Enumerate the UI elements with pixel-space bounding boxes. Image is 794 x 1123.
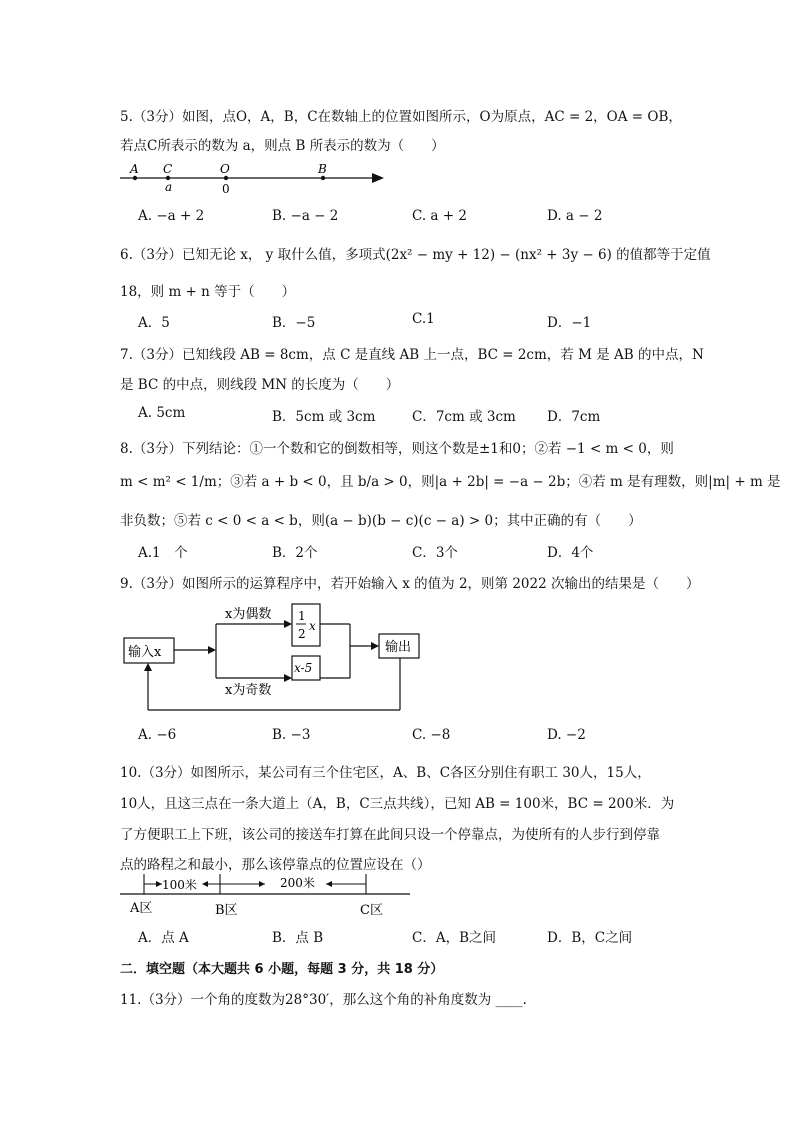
q9-flowchart (120, 598, 425, 716)
point-a (133, 176, 137, 180)
q8-option-a[interactable]: A.1 个 (138, 545, 188, 561)
q5-stem-line1: 5.（3分）如图，点O，A，B，C在数轴上的位置如图所示，O为原点，AC = 2，OA = OB， (120, 109, 682, 125)
q7-option-d[interactable]: D．7cm (547, 409, 601, 425)
q6-option-a[interactable]: A．5 (138, 315, 170, 331)
q7-option-c[interactable]: C．7cm 或 3cm (412, 409, 516, 425)
q9-option-b[interactable]: B. −3 (272, 727, 311, 743)
q8-option-b[interactable]: B．2个 (272, 545, 318, 561)
q5-option-c[interactable]: C. a + 2 (412, 208, 467, 224)
label-b: B (318, 162, 327, 176)
q8-stem-line2: m < m² < 1/m；③若 a + b < 0，且 b/a > 0，则|a + 2b| = −a − 2b；④若 m 是有理数，则|m| + m 是 (120, 474, 781, 490)
q6-option-d[interactable]: D．−1 (547, 315, 592, 331)
label-o-value: 0 (222, 182, 230, 196)
q6-stem-line2: 18，则 m + n 等于（ ） (120, 284, 296, 300)
point-b (321, 176, 325, 180)
q5-number-line (120, 158, 390, 198)
q10-stem-line3: 了方便职工上下班，该公司的接送车打算在此间只设一个停靠点，为使所有的人步行到停靠 (120, 827, 660, 843)
q8-option-c[interactable]: C．3个 (412, 545, 458, 561)
q10-stem-line1: 10.（3分）如图所示，某公司有三个住宅区，A、B、C各区分别住有职工 30人，15人， (120, 765, 651, 781)
section-2-heading: 二．填空题（本大题共 6 小题，每题 3 分，共 18 分） (120, 962, 444, 977)
point-o (224, 176, 228, 180)
label-c-value: a (165, 180, 173, 194)
road-c-label: C区 (360, 903, 383, 918)
road-ab-label: 100米 (162, 878, 197, 892)
q8-stem-line1: 8.（3分）下列结论：①一个数和它的倒数相等，则这个数是±1和0；②若 −1 < m < 0，则 (120, 441, 674, 457)
q8-stem-line3: 非负数；⑤若 c < 0 < a < b，则(a − b)(b − c)(c − a) > 0；其中正确的有（ ） (120, 513, 642, 529)
q11-stem-line1: 11.（3分）一个角的度数为28°30′，那么这个角的补角度数为 ____. (120, 992, 527, 1008)
q8-option-d[interactable]: D．4个 (547, 545, 594, 561)
q10-option-b[interactable]: B．点 B (272, 930, 324, 946)
q5-stem-line2: 若点C所表示的数为 a，则点 B 所表示的数为（ ） (120, 138, 445, 154)
q6-option-b[interactable]: B．−5 (272, 315, 316, 331)
q5-option-a[interactable]: A. −a + 2 (138, 208, 205, 224)
q10-option-c[interactable]: C．A，B之间 (412, 930, 496, 946)
q10-stem-line2: 10人，且这三点在一条大道上（A，B，C三点共线），已知 AB = 100米，BC = 200米．为 (120, 796, 675, 812)
q5-option-b[interactable]: B. −a − 2 (272, 208, 339, 224)
flow-input-label: 输入x (128, 645, 162, 660)
q7-option-a[interactable]: A. 5cm (138, 405, 186, 421)
q5-option-d[interactable]: D. a − 2 (547, 208, 603, 224)
q7-option-b[interactable]: B．5cm 或 3cm (272, 409, 376, 425)
q10-road-diagram (120, 872, 415, 918)
flow-minus-label: x-5 (294, 661, 313, 675)
flow-half-var: x (309, 619, 316, 633)
flow-even-label: x为偶数 (225, 607, 272, 622)
q10-option-d[interactable]: D．B，C之间 (547, 930, 633, 946)
q6-stem-line1: 6.（3分）已知无论 x， y 取什么值，多项式(2x² − my + 12) − (nx² + 3y − 6) 的值都等于定值 (120, 247, 711, 263)
flow-half-den: 2 (298, 627, 306, 641)
flow-odd-label: x为奇数 (225, 683, 272, 698)
label-c: C (163, 162, 173, 176)
q9-option-a[interactable]: A. −6 (138, 727, 177, 743)
q9-stem-line1: 9.（3分）如图所示的运算程序中，若开始输入 x 的值为 2，则第 2022 次输出的结果是（ ） (120, 576, 700, 592)
road-b-label: B区 (215, 903, 238, 918)
q9-option-d[interactable]: D. −2 (547, 727, 586, 743)
label-a: A (130, 162, 139, 176)
q7-stem-line2: 是 BC 的中点，则线段 MN 的长度为（ ） (120, 377, 400, 393)
q10-stem-line4: 点的路程之和最小，那么该停靠点的位置应设在（） (120, 857, 431, 873)
road-bc-label: 200米 (280, 876, 315, 890)
q7-stem-line1: 7.（3分）已知线段 AB = 8cm，点 C 是直线 AB 上一点，BC = 2cm，若 M 是 AB 的中点，N (120, 347, 704, 363)
flow-half-num: 1 (298, 609, 306, 623)
q6-option-c[interactable]: C.1 (412, 311, 435, 327)
q9-option-c[interactable]: C. −8 (412, 727, 451, 743)
road-a-label: A区 (130, 901, 153, 916)
flow-output-label: 输出 (385, 640, 412, 655)
label-o: O (220, 162, 230, 176)
q10-option-a[interactable]: A．点 A (138, 930, 189, 946)
flow-half-box (292, 604, 320, 646)
